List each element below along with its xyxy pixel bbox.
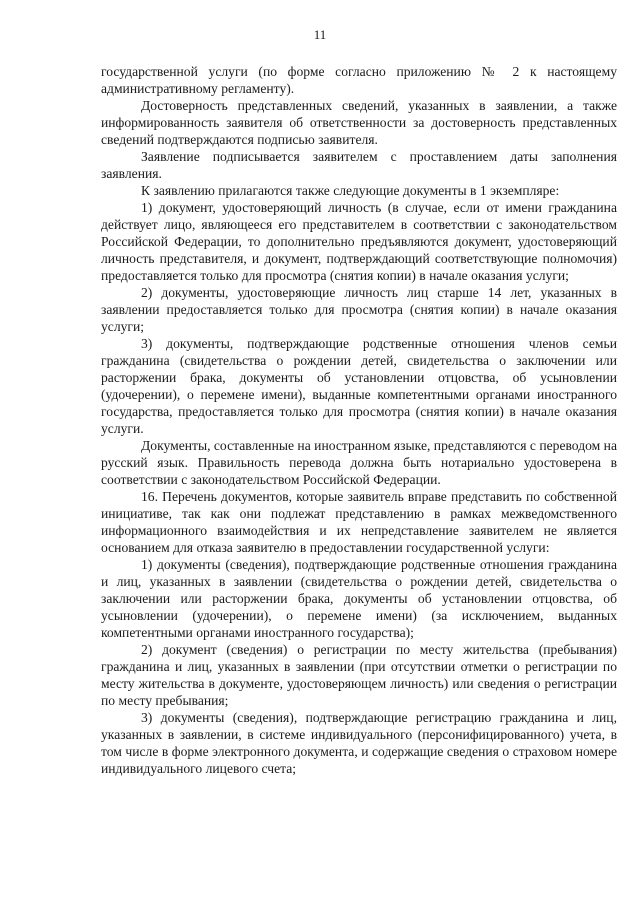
document-body <box>101 63 617 777</box>
list-item-family-relations-foreign: 3) документы, подтверждающие родственные отношения членов семьи гражданина (свидетельства о рождении детей, свидетельства о заключении или расторжении брака, документы об установлении отцовства, об усыновлении (удочерении), о перемене имени), выданные компетентными органами иностранного государства, предоставляется только для просмотра (снятия копии) в начале оказания услуги. <box>101 336 617 436</box>
list-item-identity-over-14: 2) документы, удостоверяющие личность лиц старше 14 лет, указанных в заявлении предоставляется только для просмотра (снятия копии) в начале оказания услуги; <box>101 285 617 334</box>
paragraph-continuation: государственной услуги (по форме согласно приложению № 2 к настоящему административному регламенту). <box>101 64 617 96</box>
paragraph-attachments-intro: К заявлению прилагаются также следующие документы в 1 экземпляре: <box>141 183 560 198</box>
paragraph-accuracy: Достоверность представленных сведений, указанных в заявлении, а также информированность заявителя об ответственности за достоверность представленных сведений подтверждаются подписью заявителя. <box>101 98 617 147</box>
list-item-identity-document: 1) документ, удостоверяющий личность (в случае, если от имени гражданина действует лицо, являющееся его представителем в соответствии с законодательством Российской Федерации, то дополнительно предъявляются документ, удостоверяющий личность представителя, и документ, подтверждающий соответствующие полномочия) предоставляется только для просмотра (снятия копии) в начале оказания услуги; <box>101 200 617 283</box>
list-item-registration: 2) документ (сведения) о регистрации по месту жительства (пребывания) гражданина и лиц, указанных в заявлении (при отсутствии отметки о регистрации по месту жительства в документе, удостоверяющем личность) или сведения о регистрации по месту пребывания; <box>101 642 617 708</box>
section-16-heading-paragraph: 16. Перечень документов, которые заявитель вправе представить по собственной инициативе, так как они подлежат представлению в рамках межведомственного информационного взаимодействия и их непредставление заявителем не является основанием для отказа заявителю в предоставлении государственной услуги: <box>101 489 617 555</box>
list-item-personal-account: 3) документы (сведения), подтверждающие регистрацию гражданина и лиц, указанных в заявлении, в системе индивидуального (персонифицированного) учета, в том числе в форме электронного документа, и содержащие сведения о страховом номере индивидуального лицевого счета; <box>101 710 617 776</box>
page-number: 11 <box>313 27 327 42</box>
list-item-family-relations: 1) документы (сведения), подтверждающие родственные отношения гражданина и лиц, указанных в заявлении (свидетельства о рождении детей, свидетельства о заключении или расторжении брака, документы об установлении отцовства, об усыновлении (удочерении), о перемене имени) (за исключением, выданных компетентными органами иностранного государства); <box>101 557 617 640</box>
paragraph-signature: Заявление подписывается заявителем с проставлением даты заполнения заявления. <box>101 149 617 181</box>
paragraph-foreign-language: Документы, составленные на иностранном языке, представляются с переводом на русский язык. Правильность перевода должна быть нотариально удостоверена в соответствии с законодательством Российской Федерации. <box>101 438 617 487</box>
